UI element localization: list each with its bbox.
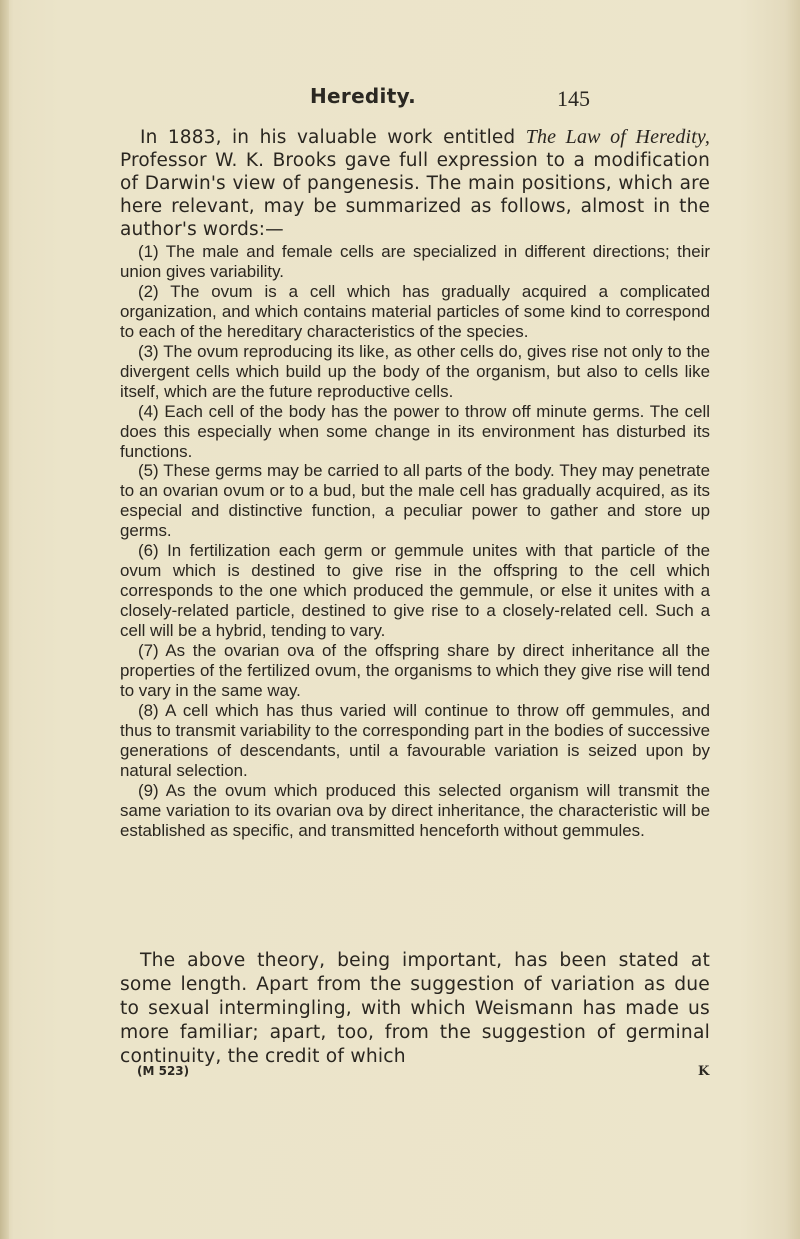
- intro-paragraph: [120, 126, 710, 241]
- printer-signature: (M 523): [137, 1064, 190, 1078]
- conclusion-paragraph: The above theory, being important, has been stated at some length. Apart from the suggestion of variation as due to sexual intermingling, with which Weismann has made us more familiar; apart, too, from the suggestion of germinal continuity, the credit of which: [120, 950, 710, 1067]
- intro-text-after: Professor W. K. Brooks gave full expression to a modification of Darwin's view of pangenesis. The main positions, which are here relevant, may be summarized as follows, almost in the author's words:—: [120, 150, 710, 240]
- page-number: 145: [557, 86, 590, 111]
- list-item: (4) Each cell of the body has the power to throw off minute germs. The cell does this especially when some change in its environment has disturbed its functions.: [120, 401, 710, 461]
- list-item: (9) As the ovum which produced this selected organism will transmit the same variation to its ovarian ova by direct inheritance, the characteristic will be established as specific, and transmitted henceforth without gemmules.: [120, 780, 710, 840]
- list-item: (7) As the ovarian ova of the offspring share by direct inheritance all the properties of the fertilized ovum, the organisms to which they give rise will tend to vary in the same way.: [120, 641, 710, 700]
- list-item: (1) The male and female cells are specialized in different directions; their union gives variability.: [120, 242, 710, 281]
- page-header: [0, 84, 800, 124]
- page-edge: [0, 0, 9, 1239]
- list-item: (5) These germs may be carried to all parts of the body. They may penetrate to an ovarian ovum or to a bud, but the male cell has gradually acquired, as its especial and distinctive function, a peculiar power to gather and store up germs.: [120, 461, 710, 541]
- list-item: (2) The ovum is a cell which has gradually acquired a complicated organization, and which contains material particles of some kind to correspond to each of the hereditary characteristics of the species.: [120, 281, 710, 341]
- running-title: Heredity.: [310, 84, 416, 108]
- list-item: (6) In fertilization each germ or gemmule unites with that particle of the ovum which is destined to give rise in the offspring to the cell which corresponds to the one which produced the gemmule, or else it unites with a closely-related particle, destined to give rise to a closely-related cell. Such a cell will be a hybrid, tending to vary.: [120, 541, 710, 641]
- list-item: (8) A cell which has thus varied will continue to throw off gemmules, and thus to transmit variability to the corresponding part in the bodies of successive generations of descendants, until a favourable variation is seized upon by natural selection.: [120, 700, 710, 780]
- signature-letter: K: [698, 1064, 710, 1079]
- book-title: The Law of Heredity,: [525, 126, 710, 148]
- list-item: (3) The ovum reproducing its like, as other cells do, gives rise not only to the divergent cells which build up the body of the organism, but also to cells like itself, which are the future reproductive cells.: [120, 341, 710, 401]
- intro-text-before: In 1883, in his valuable work entitled: [140, 127, 526, 148]
- numbered-positions-list: [120, 242, 710, 841]
